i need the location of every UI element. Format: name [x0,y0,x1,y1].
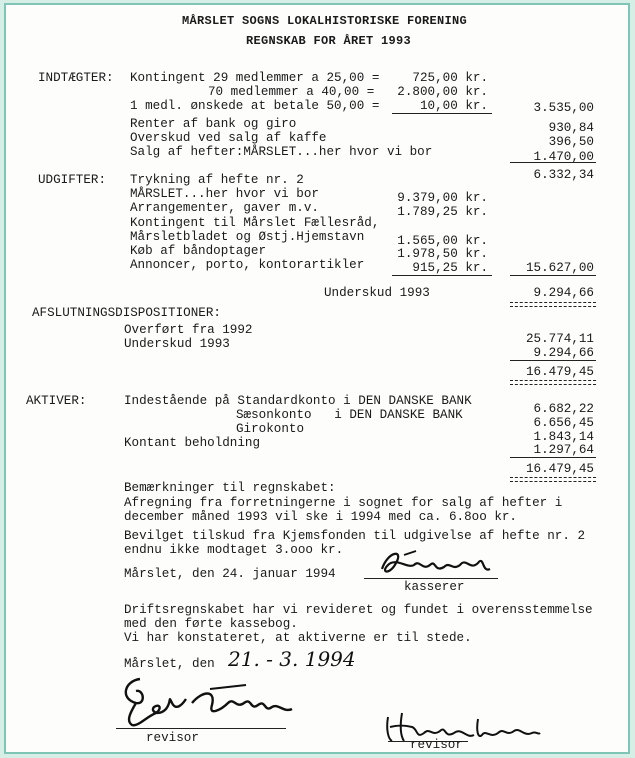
income-row-3-total: 3.535,00 [533,101,594,115]
expense-row-5-amount: 1.565,00 kr. [397,234,488,248]
audit-line1: Driftsregnskabet har vi revideret og fundet i overensstemmelse [124,603,593,617]
document-subtitle: REGNSKAB FOR ÅRET 1993 [246,34,412,48]
income-row-5-text: Overskud ved salg af kaffe [130,131,327,145]
expense-row-7-text: Annoncer, porto, kontorartikler [130,258,365,272]
closing-row-1-total: 25.774,11 [525,332,594,346]
expense-row-1-text: Trykning af hefte nr. 2 [130,173,304,187]
assets-row-1-total: 6.682,22 [533,402,594,416]
deficit-double-rule [510,302,596,307]
auditor1-signature-line [116,728,286,729]
deficit-label: Underskud 1993 [324,286,430,300]
expense-total-rule [510,275,596,276]
income-total-rule [510,162,596,163]
assets-sum: 16.479,45 [525,462,594,476]
assets-row-4-total: 1.297,64 [533,443,594,457]
closing-double-rule [510,380,596,385]
expense-row-5-text: Mårsletbladet og Østj.Hjemstavn [130,230,365,244]
notes-heading: Bemærkninger til regnskabet: [124,481,336,495]
cashier-signature-ink [374,545,494,581]
expense-row-4-text: Kontingent til Mårslet Fællesråd, [130,216,380,230]
audit-date-handwritten: 21. - 3. 1994 [228,647,356,671]
auditor1-signature-ink [116,669,296,729]
income-label: INDTÆGTER: [38,71,114,85]
audit-place: Mårslet, den [124,657,215,671]
income-row-6-text: Salg af hefter:MÅRSLET...her hvor vi bor [130,145,433,159]
deficit-amount: 9.294,66 [533,286,594,300]
income-sum: 6.332,34 [533,168,594,182]
assets-row-4-text: Kontant beholdning [124,436,261,450]
income-row-1-text: Kontingent 29 medlemmer a 25,00 = [130,71,380,85]
notes-p2-line1: Bevilget tilskud fra Kjemsfonden til udgivelse af hefte nr. 2 [124,529,586,543]
income-row-4-text: Renter af bank og giro [130,117,297,131]
expense-row-6-amount: 1.978,50 kr. [397,247,488,261]
notes-p1-line1: Afregning fra forretningerne i sognet for salg af hefter i [124,496,563,510]
closing-row-2-total: 9.294,66 [533,346,594,360]
closing-label: AFSLUTNINGSDISPOSITIONER: [32,306,221,320]
closing-row-1-text: Overført fra 1992 [124,323,253,337]
income-row-3-amount: 10,00 kr. [419,99,488,113]
closing-sum: 16.479,45 [525,365,594,379]
document-title: MÅRSLET SOGNS LOKALHISTORISKE FORENING [182,14,468,28]
audit-line3: Vi har konstateret, at aktiverne er til stede. [124,631,472,645]
cashier-role: kasserer [404,580,465,594]
cashier-place-date: Mårslet, den 24. januar 1994 [124,567,336,581]
expense-total: 15.627,00 [525,261,594,275]
expense-row-3-text: Arrangementer, gaver m.v. [130,201,319,215]
assets-double-rule [510,477,596,482]
assets-row-1-text: Indestående på Standardkonto i DEN DANSKE BANK [124,394,472,408]
notes-p2-line2: endnu ikke modtaget 3.ooo kr. [124,543,344,557]
notes-p1-line2: december måned 1993 vil ske i 1994 med ca. 6.8oo kr. [124,510,517,524]
income-row-6-total: 1.470,00 [533,150,594,164]
document-page [4,3,630,754]
income-row-2-amount: 2.800,00 kr. [397,85,488,99]
income-row-5-total: 396,50 [548,135,594,149]
income-row-4-total: 930,84 [548,121,594,135]
cashier-signature [374,545,494,581]
income-row-2-text: 70 medlemmer a 40,00 = [208,85,375,99]
assets-row-3-total: 1.843,14 [533,430,594,444]
auditor2-role: revisor [410,738,463,752]
income-row-1-amount: 725,00 kr. [412,71,488,85]
income-row-3-text: 1 medl. ønskede at betale 50,00 = [130,99,380,113]
assets-row-2-text: Sæsonkonto i DEN DANSKE BANK [236,408,463,422]
income-subtotal-rule [392,113,492,114]
expense-row-6-text: Køb af båndoptager [130,244,267,258]
expense-row-7-amount: 915,25 kr. [412,261,488,275]
auditor1-role: revisor [146,731,199,745]
auditor1-signature [116,669,296,729]
assets-row-2-total: 6.656,45 [533,416,594,430]
assets-rule [510,457,596,458]
audit-line2: med den førte kassebog. [124,617,298,631]
expenses-label: UDGIFTER: [38,173,107,187]
closing-row-2-text: Underskud 1993 [124,337,230,351]
expense-row-2-text: MÅRSLET...her hvor vi bor [130,187,319,201]
assets-row-3-text: Girokonto [236,422,305,436]
expense-row-2-amount: 9.379,00 kr. [397,191,488,205]
expense-subtotal-rule [392,275,492,276]
closing-rule [510,360,596,361]
assets-label: AKTIVER: [26,394,87,408]
expense-row-3-amount: 1.789,25 kr. [397,205,488,219]
